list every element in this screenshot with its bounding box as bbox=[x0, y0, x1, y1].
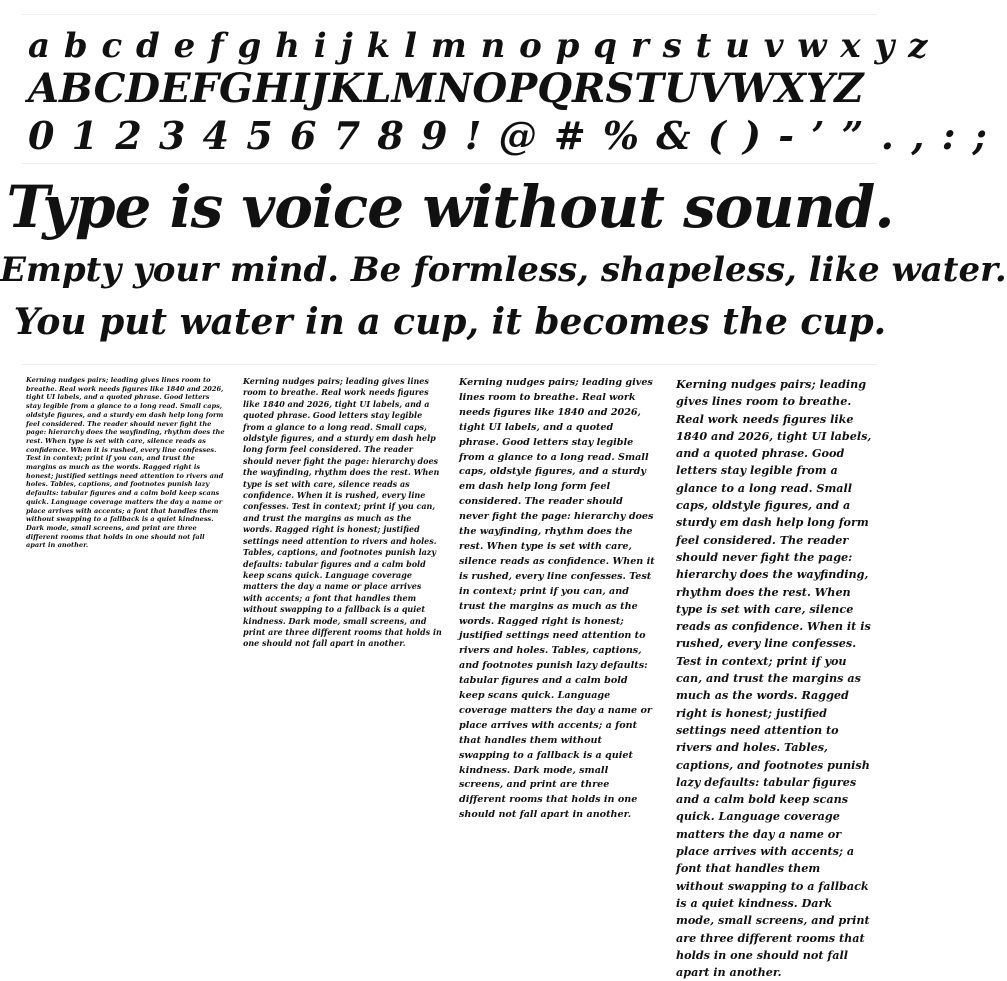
figures-punctuation-row: 0 1 2 3 4 5 6 7 8 9 ! @ # % & ( ) - ’ ” . , : ; bbox=[28, 113, 987, 158]
paragraph-column-medium: Kerning nudges pairs; leading gives lines room to breathe. Real work needs figures like 1840 and 2026, tight UI labels, and a quoted phrase. Good letters stay legible from a glance to a long read. Small caps, oldstyle figures, and a sturdy em dash help long form feel considered. The reader should never fight the page: hierarchy does the wayfinding, rhythm does the rest. When type is set with care, silence reads as confidence. When it is rushed, every line confesses. Test in context; print if you can, and trust the margins as much as the words. Ragged right is honest; justified settings need attention to rivers and holes. Tables, captions, and footnotes punish lazy defaults: tabular figures and a calm bold keep scans quick. Language coverage matters the day a name or place arrives with accents; a font that handles them without swapping to a fallback is a quiet kindness. Dark mode, small screens, and print are three different rooms that holds in one should not fall apart in another. bbox=[243, 376, 442, 649]
sample-sentence-2: Empty your mind. Be formless, shapeless, like water. bbox=[0, 250, 1007, 290]
uppercase-specimen-row: ABCDEFGHIJKLMNOPQRSTUVWXYZ bbox=[28, 65, 864, 112]
lowercase-specimen-row: a b c d e f g h i j k l m n o p q r s t u v w x y z bbox=[28, 26, 928, 66]
sample-sentence-3: You put water in a cup, it becomes the cup. bbox=[13, 301, 887, 343]
top-divider bbox=[22, 14, 878, 15]
paragraph-column-xlarge: Kerning nudges pairs; leading gives lines room to breathe. Real work needs figures like 1840 and 2026, tight UI labels, and a quoted phrase. Good letters stay legible from a glance to a long read. Small caps, oldstyle figures, and a sturdy em dash help long form feel considered. The reader should never fight the page: hierarchy does the wayfinding, rhythm does the rest. When type is set with care, silence reads as confidence. When it is rushed, every line confesses. Test in context; print if you can, and trust the margins as much as the words. Ragged right is honest; justified settings need attention to rivers and holes. Tables, captions, and footnotes punish lazy defaults: tabular figures and a calm bold keep scans quick. Language coverage matters the day a name or place arrives with accents; a font that handles them without swapping to a fallback is a quiet kindness. Dark mode, small screens, and print are three different rooms that holds in one should not fall apart in another. bbox=[676, 377, 872, 980]
headline-sentence: Type is voice without sound. bbox=[6, 173, 894, 241]
glyph-section-divider bbox=[22, 163, 878, 164]
paragraph-column-small: Kerning nudges pairs; leading gives lines room to breathe. Real work needs figures like 1840 and 2026, tight UI labels, and a quoted phrase. Good letters stay legible from a glance to a long read. Small caps, oldstyle figures, and a sturdy em dash help long form feel considered. The reader should never fight the page: hierarchy does the wayfinding, rhythm does the rest. When type is set with care, silence reads as confidence. When it is rushed, every line confesses. Test in context; print if you can, and trust the margins as much as the words. Ragged right is honest; justified settings need attention to rivers and holes. Tables, captions, and footnotes punish lazy defaults: tabular figures and a calm bold keep scans quick. Language coverage matters the day a name or place arrives with accents; a font that handles them without swapping to a fallback is a quiet kindness. Dark mode, small screens, and print are three different rooms that holds in one should not fall apart in another. bbox=[26, 376, 225, 550]
paragraph-column-large: Kerning nudges pairs; leading gives lines room to breathe. Real work needs figures like 1840 and 2026, tight UI labels, and a quoted phrase. Good letters stay legible from a glance to a long read. Small caps, oldstyle figures, and a sturdy em dash help long form feel considered. The reader should never fight the page: hierarchy does the wayfinding, rhythm does the rest. When type is set with care, silence reads as confidence. When it is rushed, every line confesses. Test in context; print if you can, and trust the margins as much as the words. Ragged right is honest; justified settings need attention to rivers and holes. Tables, captions, and footnotes punish lazy defaults: tabular figures and a calm bold keep scans quick. Language coverage matters the day a name or place arrives with accents; a font that handles them without swapping to a fallback is a quiet kindness. Dark mode, small screens, and print are three different rooms that holds in one should not fall apart in another. bbox=[459, 377, 655, 821]
sentence-section-divider bbox=[22, 364, 878, 365]
